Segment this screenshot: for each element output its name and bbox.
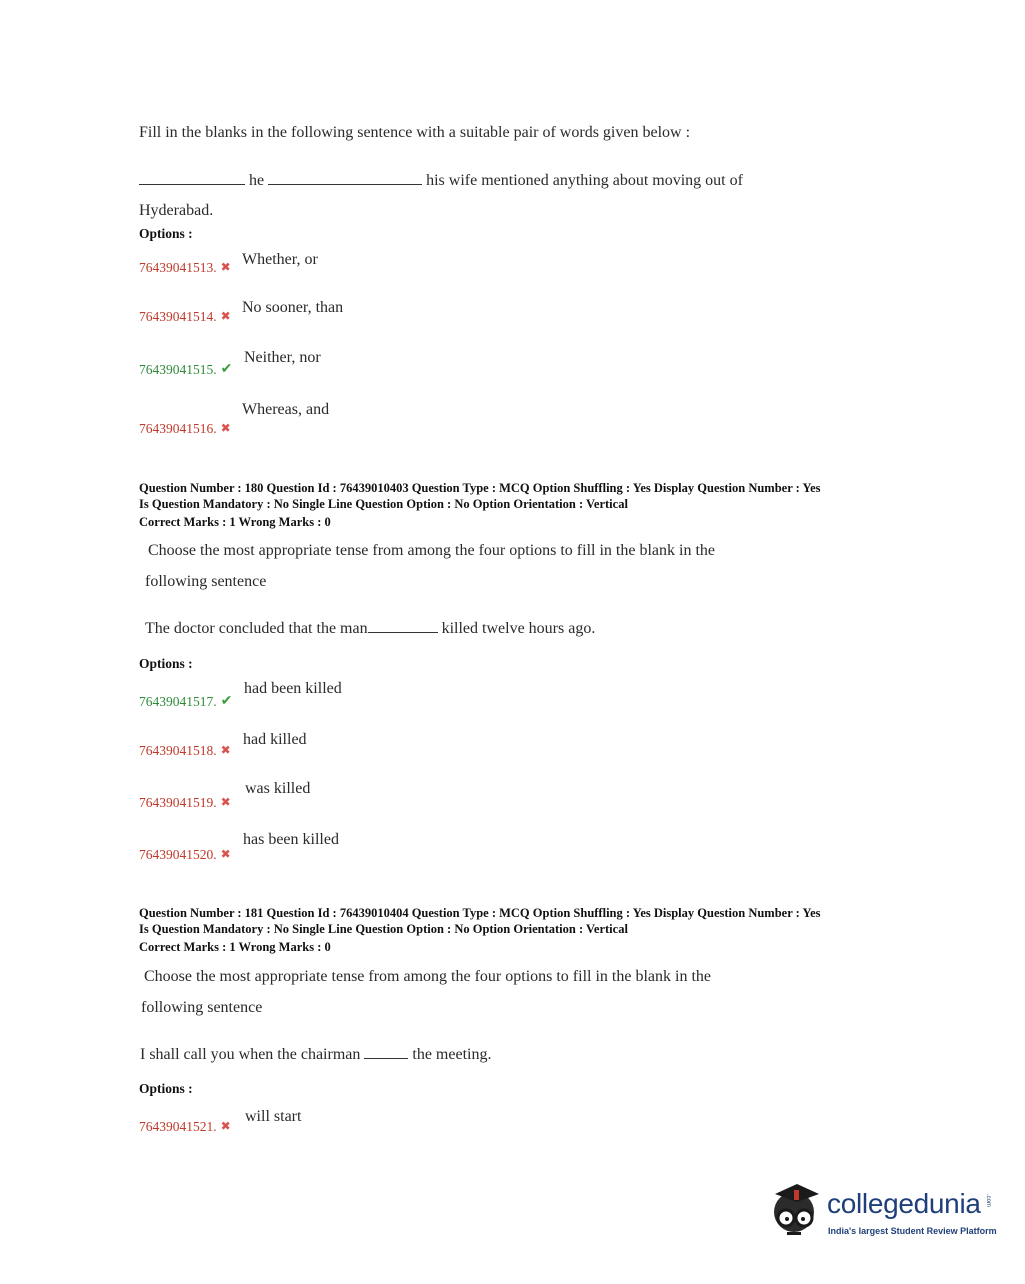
cross-icon: ✖	[220, 743, 231, 757]
meta-line: Correct Marks : 1 Wrong Marks : 0	[139, 940, 331, 954]
cross-icon: ✖	[220, 421, 231, 435]
option-row	[139, 846, 231, 864]
option-text: Whereas, and	[242, 401, 330, 418]
q179-sentence-line2: Hyderabad.	[139, 202, 214, 219]
option-text: No sooner, than	[242, 299, 344, 316]
blank	[364, 1046, 408, 1059]
q180-instruction-line2: following sentence	[145, 573, 267, 590]
cross-icon: ✖	[220, 847, 231, 861]
q180-sentence	[145, 620, 595, 638]
q181-sentence	[140, 1046, 491, 1064]
blank	[368, 620, 438, 633]
check-icon: ✔	[220, 694, 233, 709]
options-label: Options :	[139, 656, 193, 671]
cross-icon: ✖	[220, 1119, 231, 1133]
option-id: 76439041516.	[139, 421, 217, 436]
option-id: 76439041513.	[139, 260, 217, 275]
meta-line: Correct Marks : 1 Wrong Marks : 0	[139, 515, 331, 529]
option-id: 76439041517.	[139, 694, 217, 709]
logo-suffix: .com	[985, 1194, 991, 1208]
option-row	[139, 693, 232, 711]
mascot-icon	[767, 1180, 825, 1246]
meta-line: Is Question Mandatory : No Single Line Question Option : No Option Orientation : Vertical	[139, 922, 628, 936]
sentence-part: he	[249, 172, 265, 189]
blank	[139, 172, 245, 185]
option-text: had been killed	[244, 680, 342, 697]
option-row	[139, 1118, 231, 1136]
sentence-part: The doctor concluded that the man	[145, 620, 368, 637]
q179-sentence	[139, 172, 743, 190]
option-text: had killed	[243, 731, 307, 748]
q181-instruction-line1: Choose the most appropriate tense from among the four options to fill in the blank in the	[144, 968, 711, 985]
sentence-part: killed twelve hours ago.	[441, 620, 596, 637]
sentence-part: his wife mentioned anything about moving out of	[426, 172, 743, 189]
option-id: 76439041521.	[139, 1119, 217, 1134]
option-row	[139, 361, 232, 379]
option-row	[139, 420, 231, 438]
option-id: 76439041518.	[139, 743, 217, 758]
collegedunia-logo	[767, 1180, 997, 1250]
cross-icon: ✖	[220, 309, 231, 323]
option-row	[139, 794, 231, 812]
blank	[268, 172, 422, 185]
option-text: has been killed	[243, 831, 339, 848]
option-id: 76439041515.	[139, 362, 217, 377]
q181-instruction-line2: following sentence	[141, 999, 263, 1016]
logo-tagline: India's largest Student Review Platform	[828, 1226, 997, 1236]
options-label: Options :	[139, 1081, 193, 1096]
option-text: was killed	[245, 780, 311, 797]
meta-line: Is Question Mandatory : No Single Line Question Option : No Option Orientation : Vertical	[139, 497, 628, 511]
logo-name: collegedunia	[827, 1188, 981, 1219]
check-icon: ✔	[220, 362, 233, 377]
option-text: Neither, nor	[244, 349, 321, 366]
cross-icon: ✖	[220, 795, 231, 809]
option-text: Whether, or	[242, 251, 318, 268]
option-row	[139, 308, 231, 326]
sentence-part: I shall call you when the chairman	[140, 1046, 361, 1063]
q180-instruction-line1: Choose the most appropriate tense from among the four options to fill in the blank in the	[148, 542, 715, 559]
option-row	[139, 742, 231, 760]
option-text: will start	[245, 1108, 302, 1125]
q179-instruction: Fill in the blanks in the following sentence with a suitable pair of words given below :	[139, 124, 691, 141]
cross-icon: ✖	[220, 260, 231, 274]
meta-line: Question Number : 180 Question Id : 76439010403 Question Type : MCQ Option Shuffling : Yes Display Question Number : Yes	[139, 481, 821, 495]
option-id: 76439041514.	[139, 309, 217, 324]
option-id: 76439041520.	[139, 847, 217, 862]
option-id: 76439041519.	[139, 795, 217, 810]
question-meta	[139, 905, 821, 955]
meta-line: Question Number : 181 Question Id : 76439010404 Question Type : MCQ Option Shuffling : Yes Display Question Number : Yes	[139, 906, 821, 920]
sentence-part: the meeting.	[412, 1046, 492, 1063]
options-label: Options :	[139, 226, 193, 241]
option-row	[139, 259, 231, 277]
question-meta	[139, 480, 821, 530]
